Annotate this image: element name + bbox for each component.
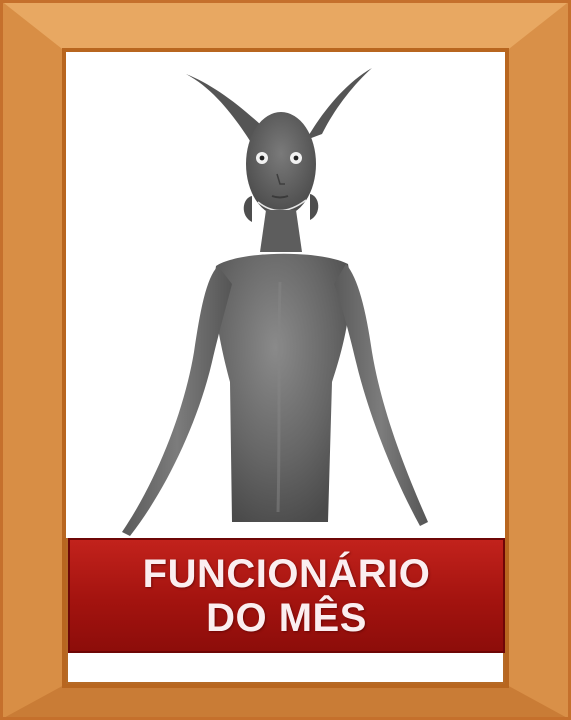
left-arm bbox=[122, 266, 232, 536]
right-horn bbox=[306, 68, 372, 140]
left-horn bbox=[186, 74, 262, 144]
right-ear bbox=[310, 194, 318, 220]
left-ear bbox=[244, 196, 252, 222]
plaque-title-line-2: DO MÊS bbox=[206, 595, 367, 640]
portrait-photo bbox=[66, 52, 505, 538]
employee-of-the-month-plaque bbox=[68, 538, 505, 653]
plaque-title-line-1: FUNCIONÁRIO bbox=[142, 551, 431, 596]
horned-figure-icon bbox=[66, 52, 505, 538]
torso bbox=[214, 254, 350, 522]
right-arm bbox=[334, 264, 428, 526]
